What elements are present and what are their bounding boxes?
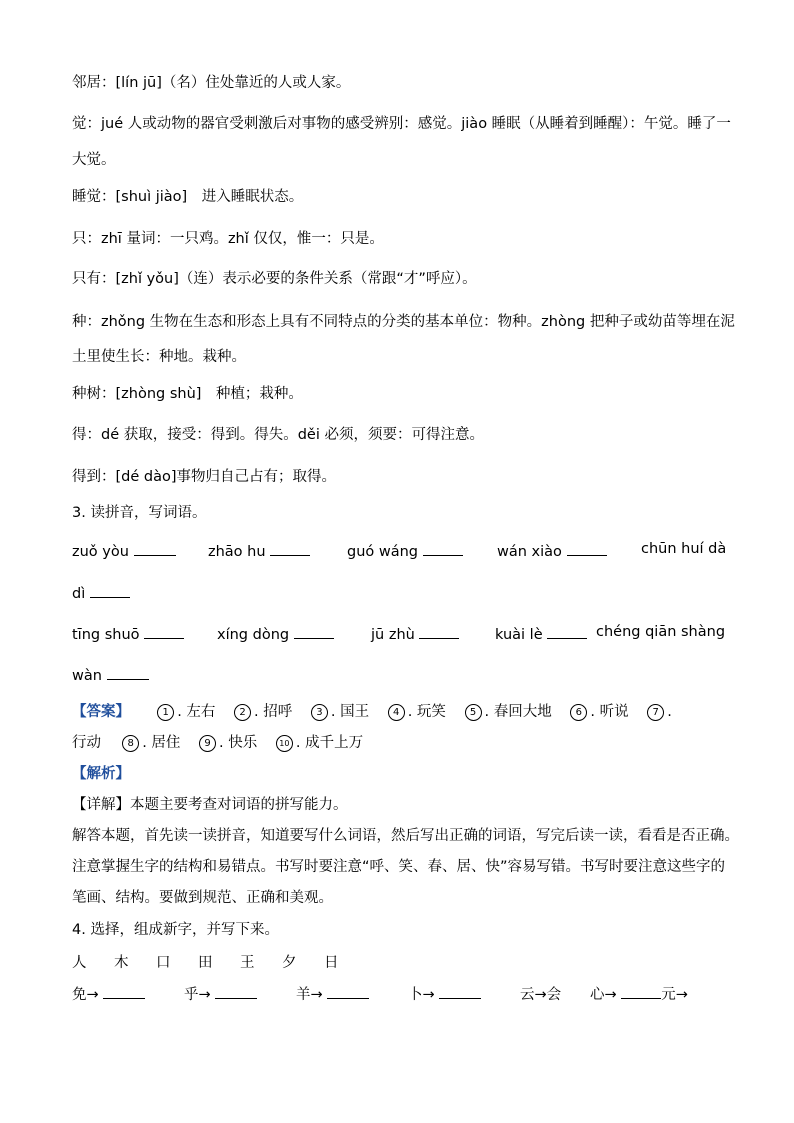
answer-blank[interactable] <box>423 541 463 556</box>
circled-number: 6 <box>570 704 587 721</box>
analysis-line: 解答本题，首先读一读拼音，知道要写什么词语，然后写出正确的词语，写完后读一读，看看是否正确。 <box>72 828 739 844</box>
detail-line: 【详解】本题主要考查对词语的拼写能力。 <box>72 797 348 813</box>
pinyin-item: dì <box>72 583 130 602</box>
option-char: 口 <box>156 955 171 971</box>
compose-item: 卜→ <box>408 983 481 1004</box>
answer-blank[interactable] <box>547 624 587 639</box>
pinyin-item: chūn huí dà <box>641 541 727 557</box>
answer-line <box>72 702 672 722</box>
analysis-line: 注意掌握生字的结构和易错点。书写时要注意“呼、笑、春、居、快”容易写错。书写时要注意这些字的 <box>72 859 726 875</box>
answer-item: 6 . 听说 <box>570 702 628 722</box>
option-char: 人 <box>72 955 87 971</box>
answer-item: 1 . 左右 <box>157 702 215 722</box>
answer-item: 9 . 快乐 <box>199 733 257 753</box>
definition-line: 得：dé 获取，接受：得到。得失。děi 必须，须要：可得注意。 <box>72 427 484 443</box>
answer-tag: 【答案】 <box>72 704 130 720</box>
option-char: 王 <box>240 955 255 971</box>
definition-line: 土里使生长：种地。栽种。 <box>72 349 246 365</box>
pinyin-item: zuǒ yòu <box>72 541 176 560</box>
answer-word: 行动 <box>72 735 101 751</box>
analysis-line: 笔画、结构。要做到规范、正确和美观。 <box>72 890 333 906</box>
answer-blank[interactable] <box>294 624 334 639</box>
circled-number: 5 <box>465 704 482 721</box>
compose-item: 乎→ <box>184 983 257 1004</box>
answer-item: 5 . 春回大地 <box>465 702 552 722</box>
pinyin-item: xíng dòng <box>217 624 334 643</box>
answer-item: 4 . 玩笑 <box>388 702 446 722</box>
compose-item: 羊→ <box>296 983 369 1004</box>
answer-blank[interactable] <box>621 984 661 999</box>
answer-item: 10 . 成千上万 <box>276 733 363 753</box>
option-char: 日 <box>324 955 339 971</box>
pinyin-item: jū zhù <box>371 624 459 643</box>
compose-item: 心→ 元→ <box>590 983 688 1004</box>
compose-item: 云→会 <box>520 987 562 1003</box>
circled-number: 7 <box>647 704 664 721</box>
answer-blank[interactable] <box>90 583 130 598</box>
definition-line: 只有：[zhǐ yǒu]（连）表示必要的条件关系（常跟“才”呼应）。 <box>72 271 477 287</box>
answer-item: 7 . <box>647 702 672 722</box>
pinyin-item: zhāo hu <box>208 541 310 560</box>
answer-line <box>72 733 377 753</box>
answer-item: 2 . 招呼 <box>234 702 292 722</box>
pinyin-item: guó wáng <box>347 541 463 560</box>
question-4-title: 4. 选择，组成新字，并写下来。 <box>72 922 279 938</box>
option-char: 田 <box>198 955 213 971</box>
definition-line: 只：zhī 量词：一只鸡。zhǐ 仅仅，惟一：只是。 <box>72 231 384 247</box>
circled-number: 1 <box>157 704 174 721</box>
pinyin-item: tīng shuō <box>72 624 184 643</box>
definition-line: 得到：[dé dào]事物归自己占有；取得。 <box>72 469 337 485</box>
answer-blank[interactable] <box>134 541 176 556</box>
pinyin-item: chéng qiān shàng <box>596 624 726 640</box>
answer-blank[interactable] <box>144 624 184 639</box>
circled-number: 2 <box>234 704 251 721</box>
answer-blank[interactable] <box>215 984 257 999</box>
compose-item: 免→ <box>72 983 145 1004</box>
circled-number: 9 <box>199 735 216 752</box>
circled-number: 10 <box>276 735 293 752</box>
definition-line: 种：zhǒng 生物在生态和形态上具有不同特点的分类的基本单位：物种。zhòng 把种子或幼苗等埋在泥 <box>72 314 735 330</box>
analysis-tag: 【解析】 <box>72 766 130 782</box>
pinyin-item: wán xiào <box>497 541 607 560</box>
answer-blank[interactable] <box>419 624 459 639</box>
definition-line: 觉：jué 人或动物的器官受刺激后对事物的感受辨别：感觉。jiào 睡眠（从睡着到睡醒）：午觉。睡了一 <box>72 116 731 132</box>
circled-number: 3 <box>311 704 328 721</box>
detail-tag: 【详解】 <box>72 797 130 813</box>
pinyin-item: wàn <box>72 665 149 684</box>
answer-blank[interactable] <box>327 984 369 999</box>
question-3-title: 3. 读拼音，写词语。 <box>72 505 207 521</box>
definition-line: 大觉。 <box>72 152 116 168</box>
circled-number: 4 <box>388 704 405 721</box>
answer-blank[interactable] <box>567 541 607 556</box>
definition-line: 种树：[zhòng shù] 种植；栽种。 <box>72 386 303 402</box>
option-char: 夕 <box>282 955 297 971</box>
definition-line: 邻居：[lín jū]（名）住处靠近的人或人家。 <box>72 75 351 91</box>
definition-line: 睡觉：[shuì jiào] 进入睡眠状态。 <box>72 189 304 205</box>
circled-number: 8 <box>122 735 139 752</box>
pinyin-item: kuài lè <box>495 624 587 643</box>
answer-blank[interactable] <box>107 665 149 680</box>
answer-blank[interactable] <box>270 541 310 556</box>
answer-blank[interactable] <box>439 984 481 999</box>
answer-item: 8 . 居住 <box>122 733 180 753</box>
option-char: 木 <box>114 955 129 971</box>
answer-item: 3 . 国王 <box>311 702 369 722</box>
answer-blank[interactable] <box>103 984 145 999</box>
